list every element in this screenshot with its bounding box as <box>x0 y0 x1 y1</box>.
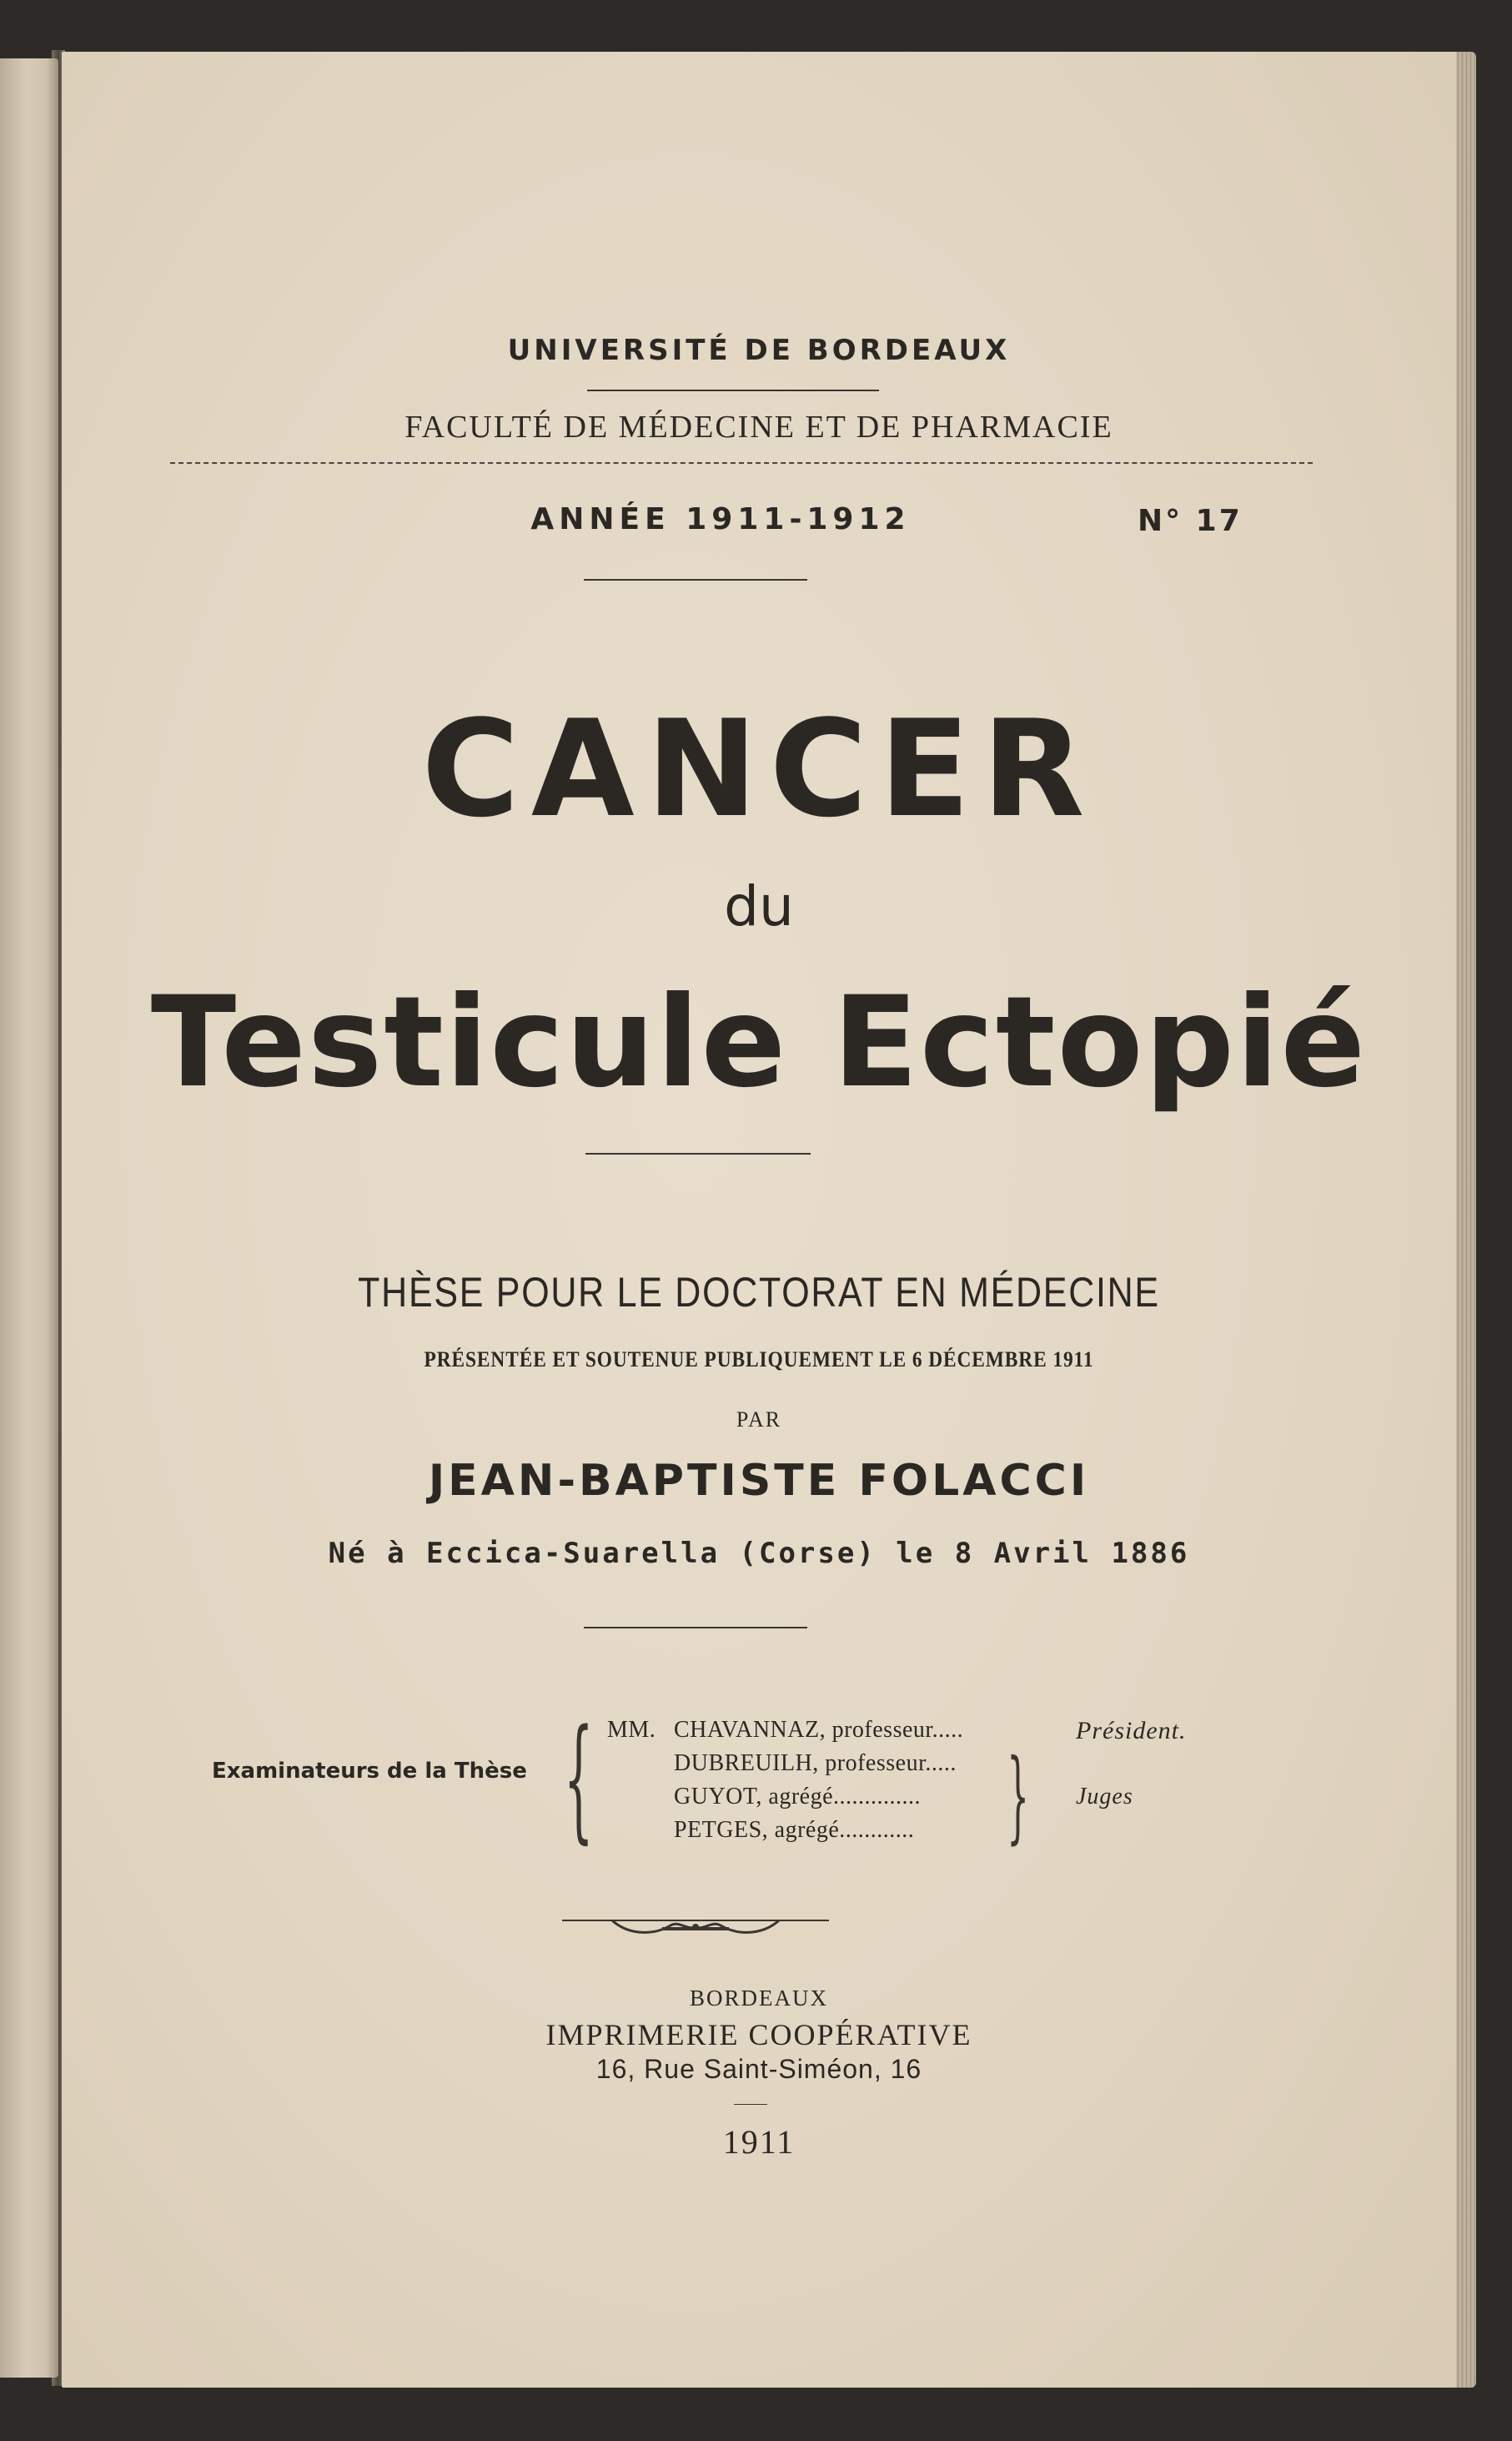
thesis-heading: THÈSE POUR LE DOCTORAT EN MÉDECINE <box>358 1269 1160 1316</box>
university-name: UNIVERSITÉ DE BORDEAUX <box>507 334 1011 367</box>
title-page <box>62 52 1456 2388</box>
imprint-address: 16, Rue Saint-Siméon, 16 <box>595 2054 922 2084</box>
faculty-name: FACULTÉ DE MÉDECINE ET DE PHARMACIE <box>404 410 1113 445</box>
year-rule <box>584 579 807 581</box>
title-line-cancer: CANCER <box>421 691 1097 847</box>
author-birth: Né à Eccica-Suarella (Corse) le 8 Avril 1886 <box>328 1537 1190 1570</box>
academic-year: ANNÉE 1911-1912 <box>530 502 911 536</box>
thesis-number: N° 17 <box>1138 504 1243 538</box>
role-president: Président. <box>1076 1717 1187 1744</box>
ornament-divider <box>562 1910 829 1944</box>
header-dashed-rule <box>170 462 1313 464</box>
examiners-label: Examinateurs de la Thèse <box>212 1759 527 1784</box>
role-judges: Juges <box>1076 1784 1133 1809</box>
left-brace: { <box>564 1700 594 1856</box>
imprint-year: 1911 <box>722 2123 796 2161</box>
title-rule <box>585 1153 811 1155</box>
title-line-testicule: Testicule Ectopié <box>150 970 1368 1115</box>
author-rule <box>584 1627 807 1628</box>
university-rule <box>587 390 879 391</box>
examiner-4: PETGES, agrégé............ <box>674 1817 915 1843</box>
examiner-2: DUBREUILH, professeur..... <box>674 1750 957 1776</box>
imprint-printer: IMPRIMERIE COOPÉRATIVE <box>545 2018 972 2051</box>
title-line-du: du <box>724 874 794 939</box>
facing-page-edge <box>0 58 58 2378</box>
examiner-1: CHAVANNAZ, professeur..... <box>674 1717 964 1743</box>
imprint-city: BORDEAUX <box>689 1986 828 2011</box>
imprint-rule <box>734 2104 767 2105</box>
presentation-date: PRÉSENTÉE ET SOUTENUE PUBLIQUEMENT LE 6 DÉCEMBRE 1911 <box>424 1347 1094 1371</box>
par-label: PAR <box>736 1407 782 1432</box>
examiners-prefix: MM. <box>607 1717 656 1743</box>
right-brace: { <box>1007 1739 1029 1855</box>
examiner-3: GUYOT, agrégé.............. <box>674 1784 922 1809</box>
author-name: JEAN-BAPTISTE FOLACCI <box>428 1456 1090 1506</box>
